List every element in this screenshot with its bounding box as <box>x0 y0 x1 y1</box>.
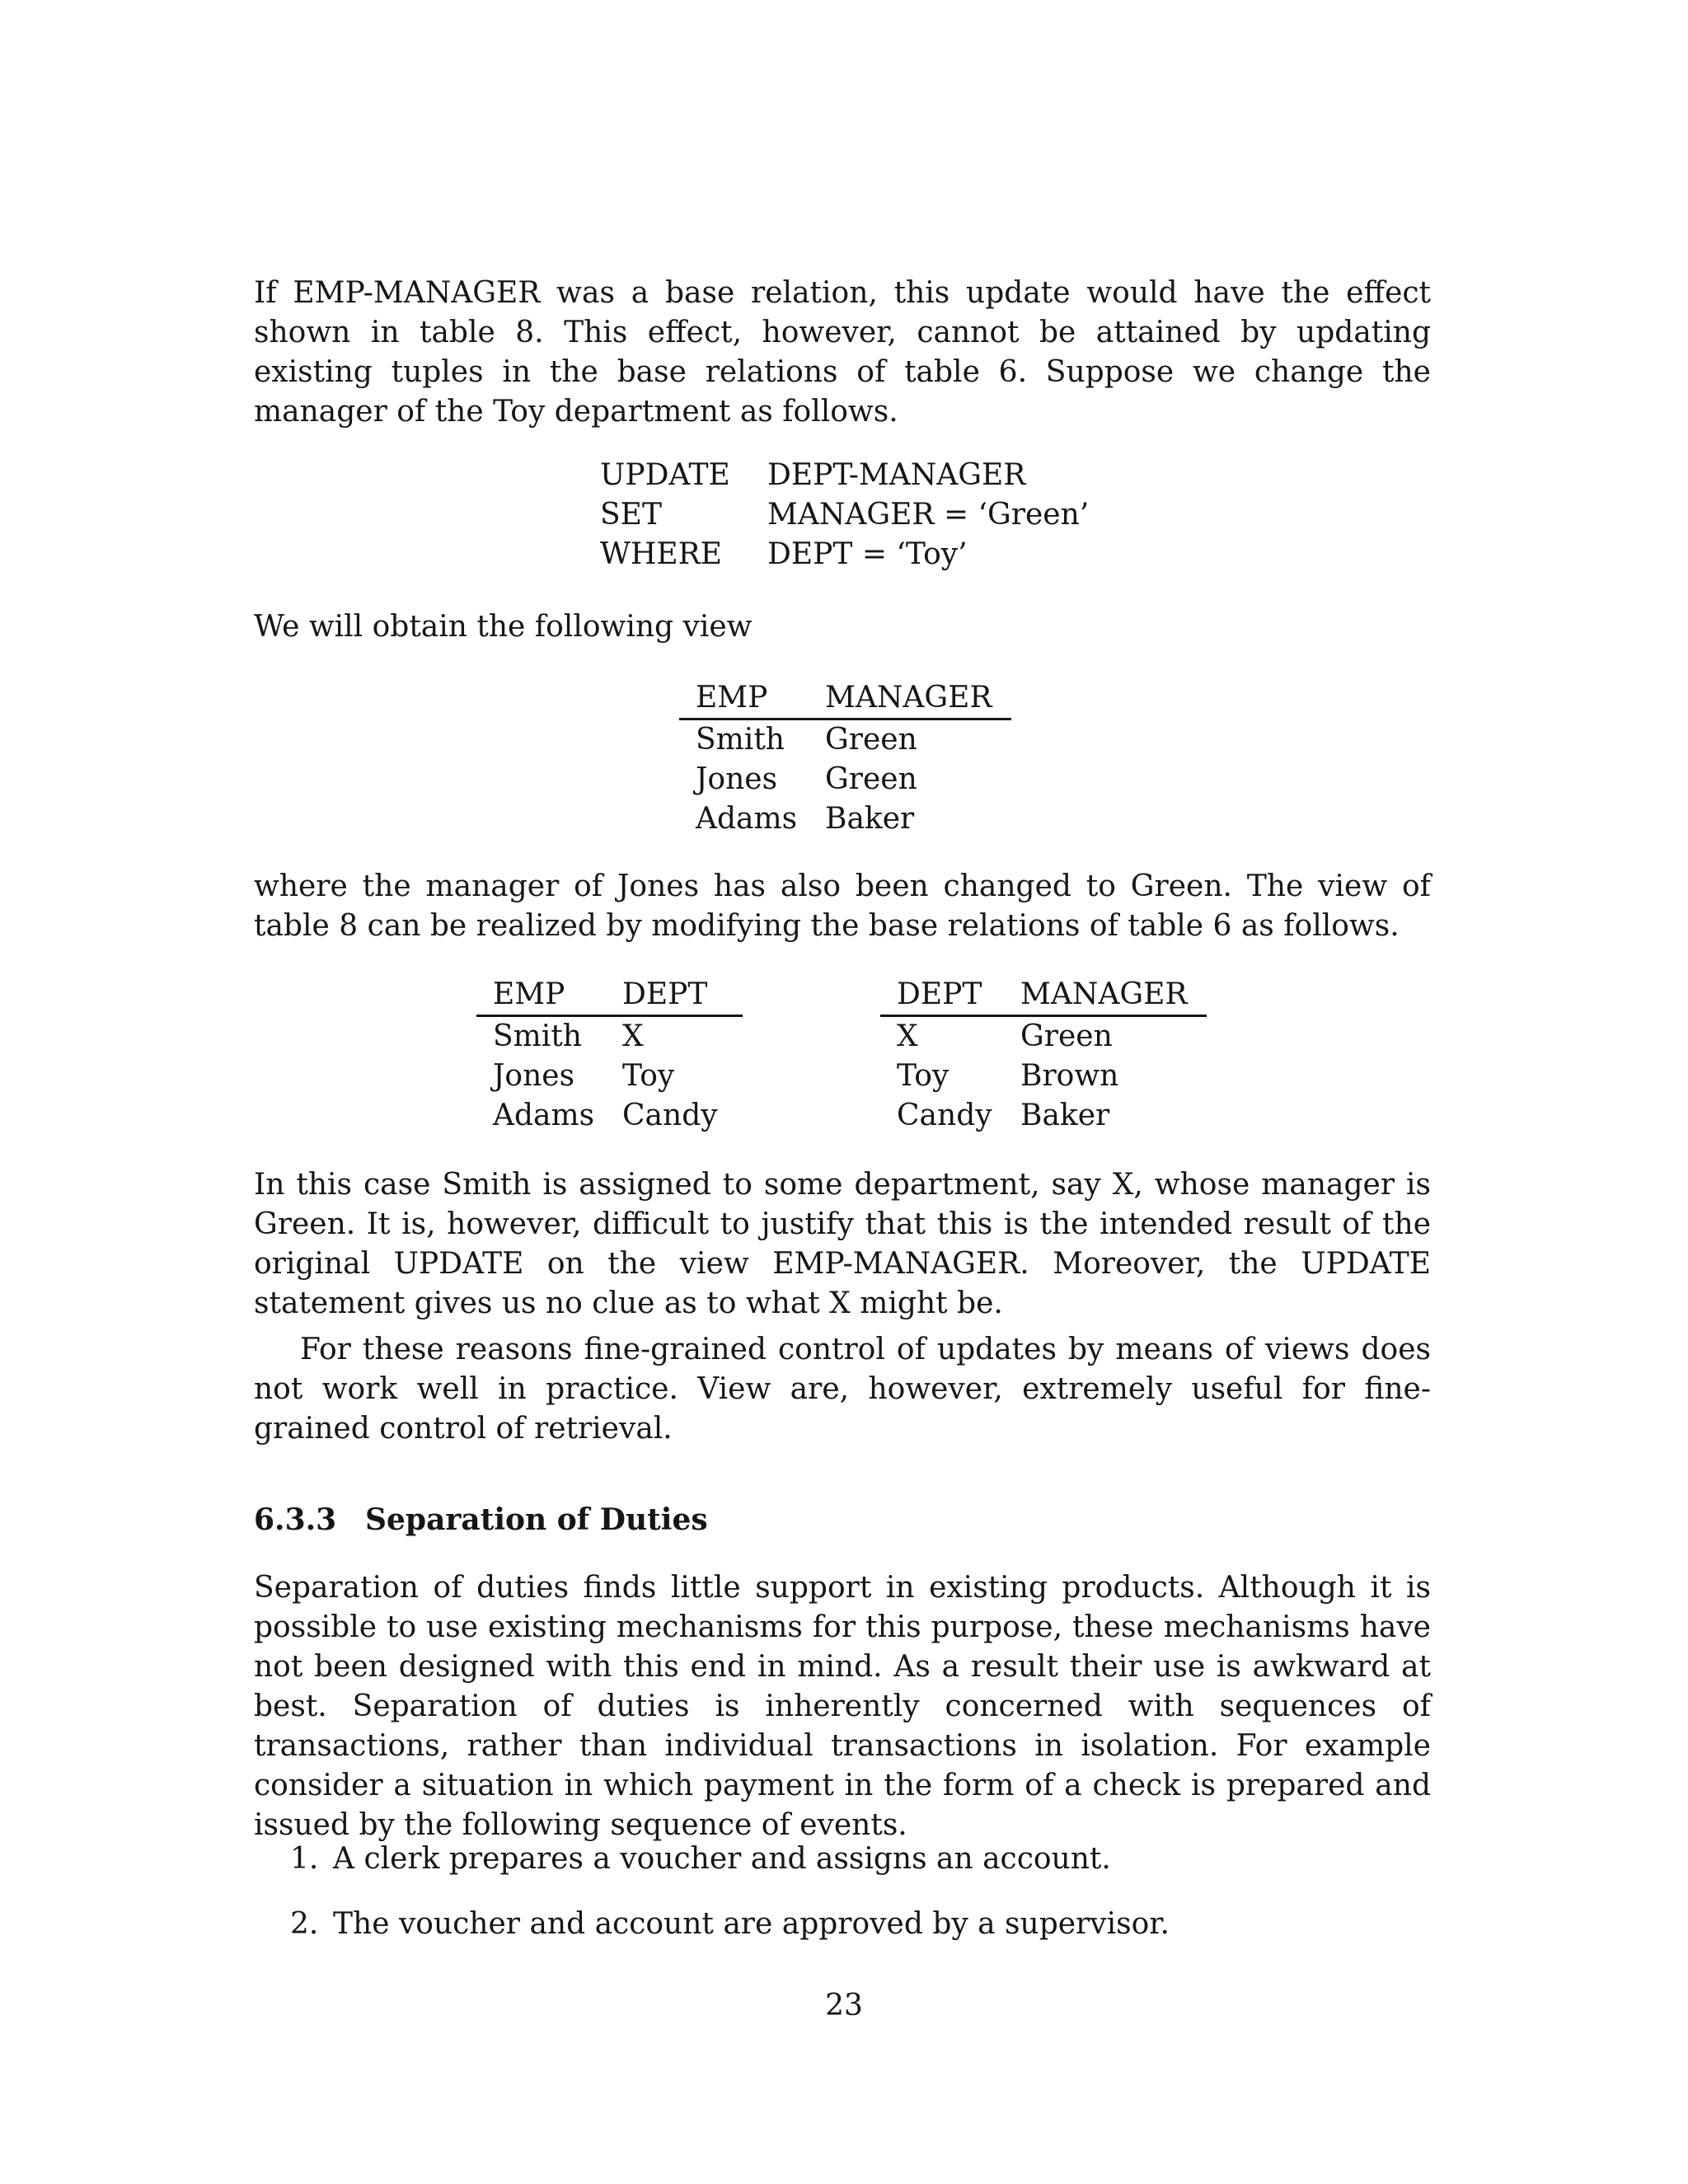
emp-dept-table <box>476 975 743 1136</box>
column-header: DEPT <box>897 977 982 1011</box>
list-marker: 1. <box>290 1842 319 1876</box>
view-table <box>679 678 1011 839</box>
table-cell: Jones <box>493 1059 575 1093</box>
sql-clause: DEPT-MANAGER <box>767 458 1026 492</box>
list-marker: 2. <box>290 1907 319 1941</box>
column-header: MANAGER <box>825 681 992 715</box>
sql-keyword: UPDATE <box>600 458 730 492</box>
table-cell: Toy <box>622 1059 675 1093</box>
table-cell: Candy <box>897 1099 992 1132</box>
sql-line <box>600 495 1089 535</box>
sql-clause: DEPT = ‘Toy’ <box>767 537 968 571</box>
column-header: EMP <box>696 681 768 715</box>
column-header: DEPT <box>622 977 708 1011</box>
table-cell: Jones <box>696 762 778 796</box>
table-row <box>679 719 1011 761</box>
table-row <box>476 1057 743 1096</box>
table-cell: Green <box>825 762 917 796</box>
section-heading <box>254 1500 708 1540</box>
paragraph-emp-manager-intro: If EMP-MANAGER was a base relation, this update would have the effect shown in table 8. This effect, however, cannot be attained by updating existing tuples in the base relations of table 6. Suppose we change the manager of the Toy department as follows. <box>254 276 1431 429</box>
table-row <box>476 1096 743 1136</box>
sql-keyword: SET <box>600 498 662 532</box>
table-cell: Baker <box>825 802 915 836</box>
table-cell: X <box>622 1019 644 1053</box>
paragraph-fine-grained-control: For these reasons fine-grained control of updates by means of views does not work well in practice. View are, however, extremely useful for fine-grained control of retrieval. <box>254 1333 1431 1446</box>
table-row <box>679 799 1011 839</box>
table-row <box>679 760 1011 799</box>
table-cell: Candy <box>622 1099 718 1132</box>
list-item <box>290 1905 1431 1944</box>
table-cell: Toy <box>897 1059 950 1093</box>
table-row <box>880 1096 1207 1136</box>
table-cell: Adams <box>696 802 798 836</box>
sql-update-statement <box>600 456 1089 574</box>
table-row <box>880 1057 1207 1096</box>
section-title: Separation of Duties <box>365 1502 708 1537</box>
table-header-row <box>679 678 1011 719</box>
table-row <box>880 1016 1207 1057</box>
table-cell: Green <box>825 723 917 757</box>
table-header-row <box>880 975 1207 1016</box>
page-number: 23 <box>825 1989 863 2022</box>
dept-manager-table <box>880 975 1207 1136</box>
table-header-row <box>476 975 743 1016</box>
table-cell: Brown <box>1020 1059 1119 1093</box>
sql-line <box>600 456 1089 495</box>
table-cell: Baker <box>1020 1099 1110 1132</box>
table-cell: Adams <box>493 1099 595 1132</box>
section-number: 6.3.3 <box>254 1502 337 1537</box>
table-cell: Smith <box>493 1019 582 1053</box>
list-item-text: A clerk prepares a voucher and assigns an account. <box>333 1842 1111 1876</box>
sql-clause: MANAGER = ‘Green’ <box>767 498 1090 532</box>
sql-line <box>600 535 1089 574</box>
paragraph-base-relations-intro: where the manager of Jones has also been changed to Green. The view of table 8 can be realized by modifying the base relations of table 6 as follows. <box>254 869 1431 943</box>
sql-keyword: WHERE <box>600 537 723 571</box>
list-item-text: The voucher and account are approved by a supervisor. <box>333 1907 1170 1941</box>
column-header: EMP <box>493 977 565 1011</box>
table-cell: Smith <box>696 723 785 757</box>
paragraph-view-intro: We will obtain the following view <box>254 610 753 644</box>
table-cell: Green <box>1020 1019 1113 1053</box>
table-cell: X <box>897 1019 918 1053</box>
paragraph-smith-department: In this case Smith is assigned to some department, say X, whose manager is Green. It is, however, difficult to justify that this is the intended result of the original UPDATE on the view EMP-MANAGER. Moreover, the UPDATE statement gives us no clue as to what X might be. <box>254 1168 1431 1320</box>
list-item <box>290 1840 1431 1879</box>
column-header: MANAGER <box>1020 977 1188 1011</box>
table-row <box>476 1016 743 1057</box>
paragraph-separation-of-duties: Separation of duties finds little support in existing products. Although it is possible to use existing mechanisms for this purpose, these mechanisms have not been designed with this end in mind. As a result their use is awkward at best. Separation of duties is inherently concerned with sequences of transactions, rather than individual transactions in isolation. For example consider a situation in which payment in the form of a check is prepared and issued by the following sequence of events. <box>254 1571 1431 1842</box>
numbered-list <box>290 1840 1431 1970</box>
